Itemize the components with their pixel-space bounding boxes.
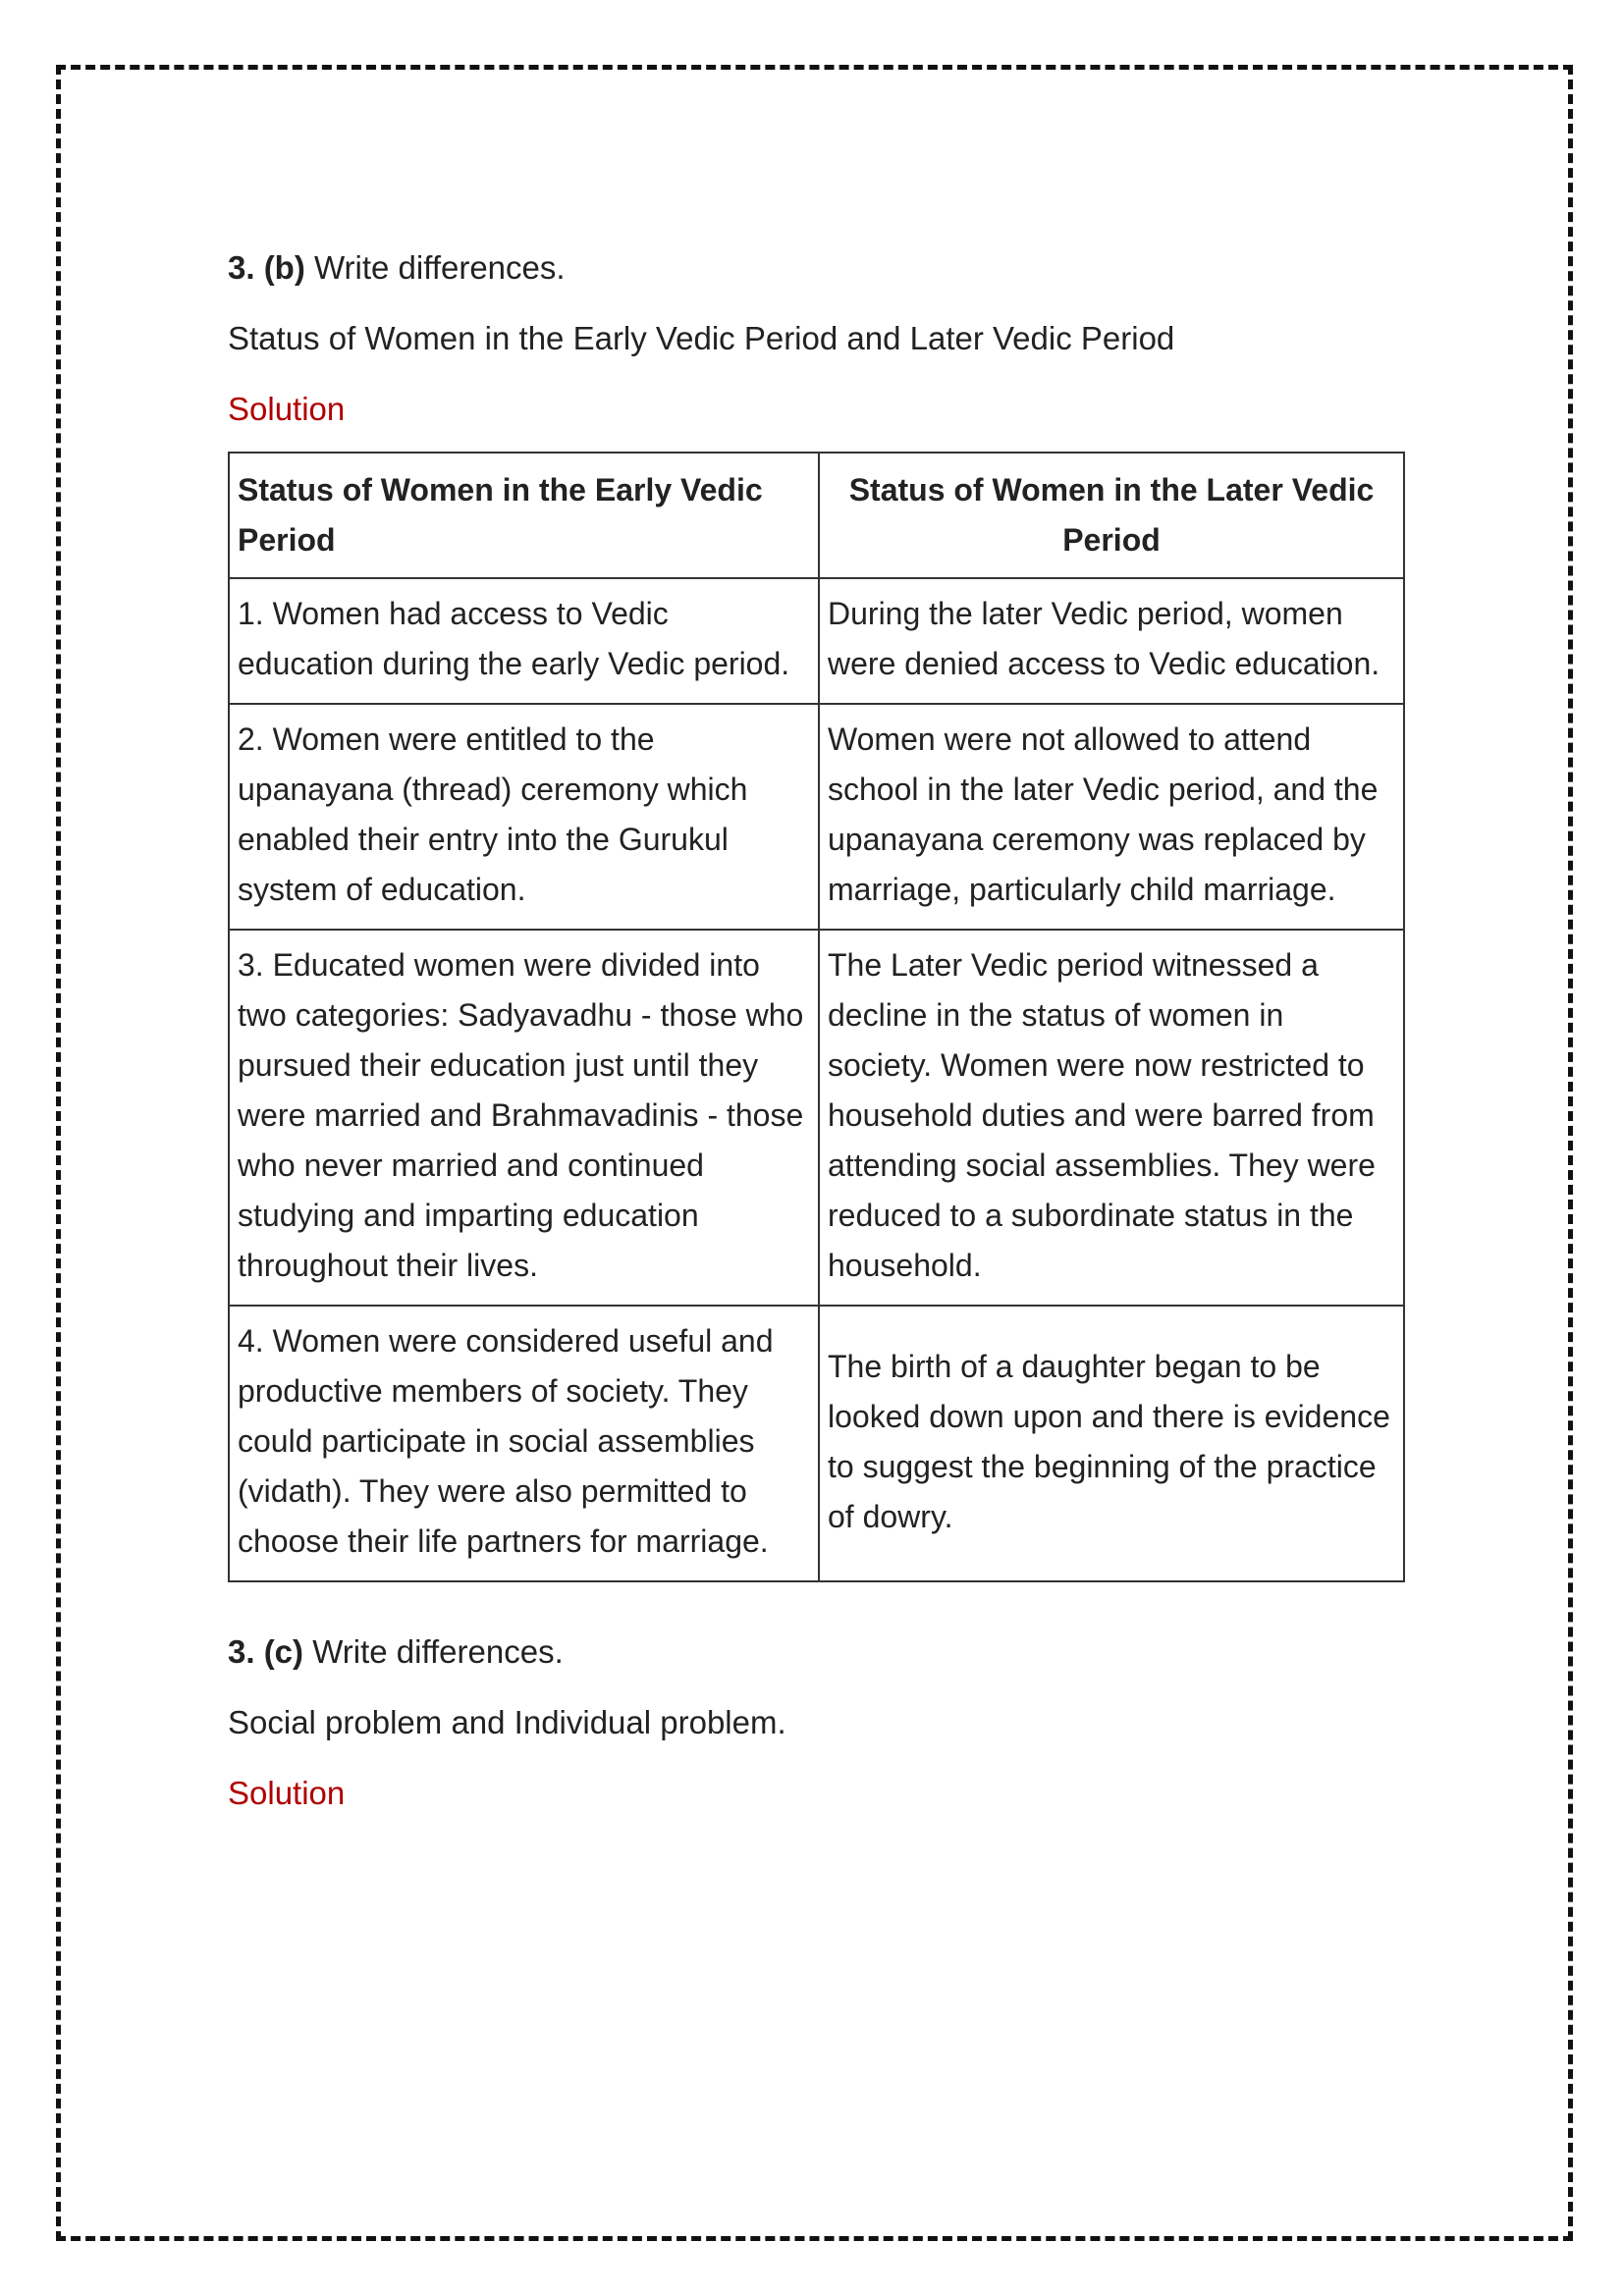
question-3b	[228, 243, 1406, 293]
question-3b-topic: Status of Women in the Early Vedic Period and Later Vedic Period	[228, 320, 1175, 356]
question-3c-topic: Social problem and Individual problem.	[228, 1704, 786, 1740]
later-vedic-cell: During the later Vedic period, women were denied access to Vedic education.	[819, 578, 1404, 704]
header-later-vedic: Status of Women in the Later Vedic Period	[819, 453, 1404, 578]
table-header-row	[229, 453, 1404, 578]
table-row	[229, 930, 1404, 1306]
question-number: 3. (c)	[228, 1633, 304, 1670]
solution-label: Solution	[228, 1775, 346, 1811]
table-row	[229, 704, 1404, 930]
early-vedic-cell: 2. Women were entitled to the upanayana (thread) ceremony which enabled their entry into the Gurukul system of education.	[229, 704, 819, 930]
early-vedic-cell: 1. Women had access to Vedic education during the early Vedic period.	[229, 578, 819, 704]
early-vedic-cell: 3. Educated women were divided into two categories: Sadyavadhu - those who pursued their education just until they were married and Brahmavadinis - those who never married and continued studying and imparting education throughout their lives.	[229, 930, 819, 1306]
later-vedic-cell: Women were not allowed to attend school in the later Vedic period, and the upanayana ceremony was replaced by marriage, particularly child marriage.	[819, 704, 1404, 930]
table-row	[229, 578, 1404, 704]
question-prompt: Write differences.	[304, 249, 566, 286]
early-vedic-cell: 4. Women were considered useful and productive members of society. They could participate in social assemblies (vidath). They were also permitted to choose their life partners for marriage.	[229, 1306, 819, 1581]
differences-table	[228, 452, 1405, 1582]
question-number: 3. (b)	[228, 249, 305, 286]
question-3c	[228, 1628, 1406, 1677]
document-content	[228, 243, 1406, 1836]
later-vedic-cell: The Later Vedic period witnessed a decline in the status of women in society. Women were now restricted to household duties and were barred from attending social assemblies. They were reduced to a subordinate status in the household.	[819, 930, 1404, 1306]
header-early-vedic: Status of Women in the Early Vedic Period	[229, 453, 819, 578]
question-prompt: Write differences.	[303, 1633, 564, 1670]
later-vedic-cell: The birth of a daughter began to be looked down upon and there is evidence to suggest the beginning of the practice of dowry.	[819, 1306, 1404, 1581]
solution-label: Solution	[228, 391, 346, 427]
table-row	[229, 1306, 1404, 1581]
